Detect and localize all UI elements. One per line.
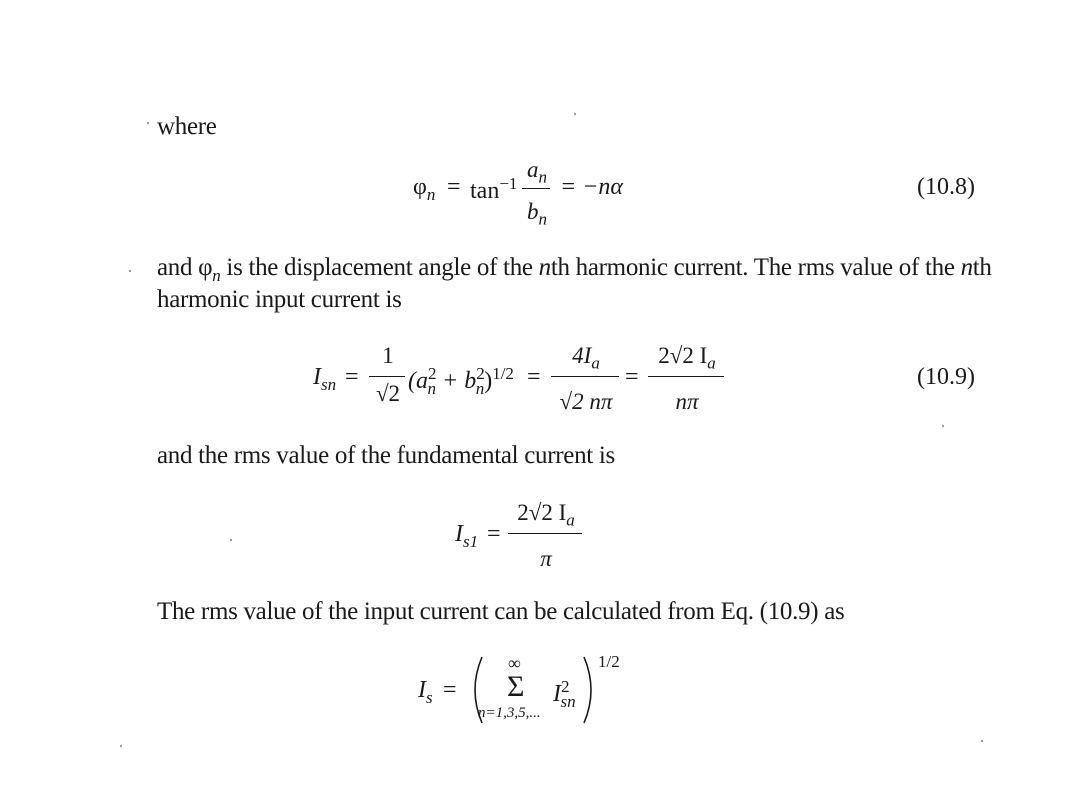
- scan-speck: [230, 539, 232, 541]
- eq-Is1-lhs: $I_{s1}$: [455, 521, 479, 551]
- eq-rhs: = −nα: [560, 174, 623, 200]
- eq-frac-an-bn: $a_n$ $b_n$: [522, 158, 552, 231]
- scan-speck: [981, 740, 983, 742]
- eq-frac-4Ia: $4I_a$ √2 nπ: [551, 343, 621, 415]
- text-n: n: [538, 254, 551, 281]
- scan-speck: [129, 270, 131, 272]
- eq-frac-2sqrt2Ia: 2√2 $I_a$ nπ: [648, 343, 726, 415]
- scan-speck: [147, 122, 149, 124]
- eq-Is-lhs: $I_s$: [418, 677, 433, 707]
- sum-upper-limit: ∞: [508, 653, 521, 673]
- text-segment: th: [972, 254, 992, 281]
- text-segment: th harmonic current. The rms value of the: [550, 254, 961, 281]
- eq-equals: =: [345, 364, 359, 390]
- sum-lower-limit: n=1,3,5,...: [478, 705, 541, 721]
- text-and-phi: and φ: [157, 254, 213, 281]
- eq-tan: $\tan^{-1}$: [470, 174, 518, 204]
- eq-Isn-squared: $I^2_{sn}$: [553, 677, 576, 711]
- sigma-icon: Σ: [507, 670, 525, 703]
- eq-label-10-8: (10.8): [917, 174, 975, 200]
- scan-speck: [120, 745, 122, 747]
- text-fundamental: and the rms value of the fundamental current is: [157, 442, 615, 469]
- phi-subscript: n: [212, 266, 221, 285]
- eq-equals: =: [625, 364, 639, 390]
- right-paren-icon: [580, 655, 600, 725]
- eq-equals: =: [447, 174, 461, 200]
- text-where: where: [157, 113, 217, 140]
- eq-ab-term: $(a^2_n + b^2_n)^{1/2}$: [408, 364, 514, 398]
- eq-power: 1/2: [598, 652, 620, 671]
- eq-frac-1-sqrt2: 1 √2: [369, 343, 407, 407]
- eq-label-10-9: (10.9): [917, 364, 975, 390]
- scan-speck: [574, 113, 576, 115]
- text-n: n: [960, 254, 973, 281]
- eq-equals: =: [487, 521, 501, 547]
- text-rms-input: The rms value of the input current can be calculated from Eq. (10.9) as: [157, 598, 845, 625]
- eq-phi-lhs: $\varphi_n$: [413, 174, 436, 204]
- text-harmonic-input: harmonic input current is: [157, 286, 402, 313]
- eq-frac-fundamental: 2√2 $I_a$ π: [508, 500, 584, 572]
- text-segment: is the displacement angle of the: [220, 254, 539, 281]
- scan-speck: [942, 425, 944, 427]
- eq-Isn-lhs: $I_{sn}$: [313, 364, 337, 394]
- eq-equals: =: [443, 677, 457, 703]
- eq-equals: =: [527, 364, 541, 390]
